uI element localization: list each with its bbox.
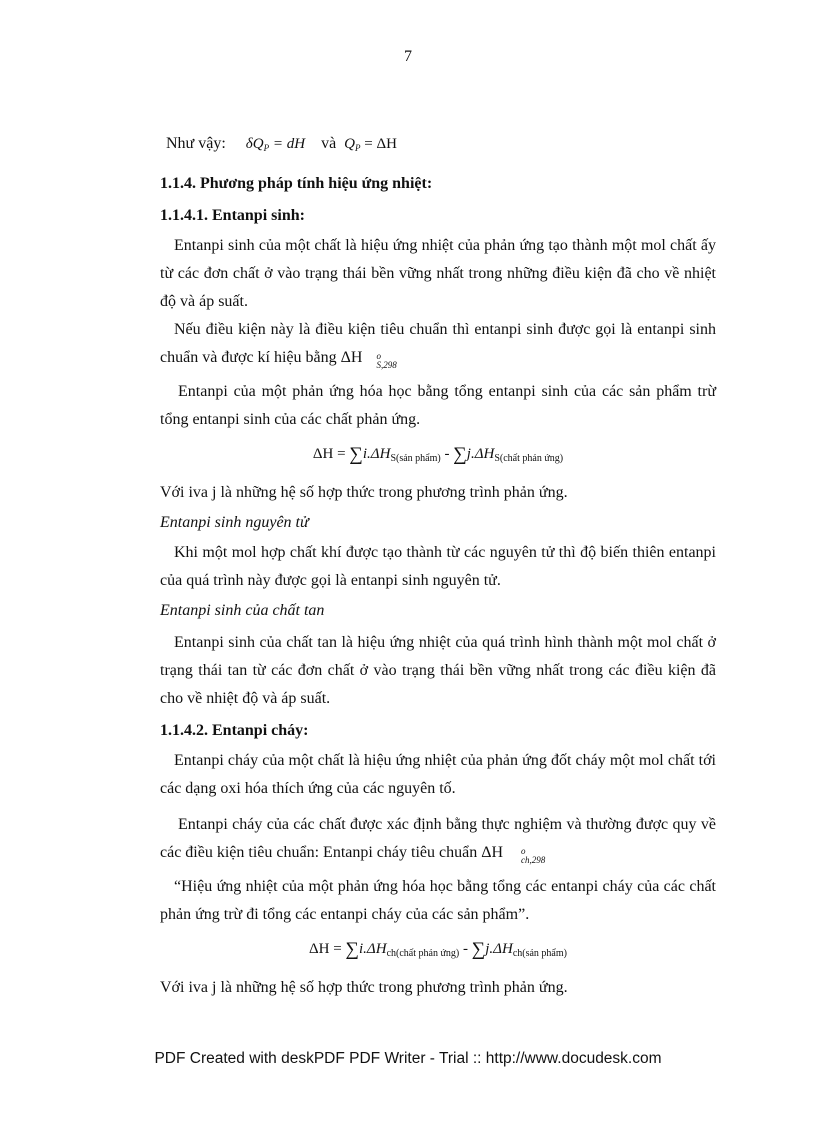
section-heading-1-1-4-2: 1.1.4.2. Entanpi cháy: <box>160 722 309 739</box>
symbol-dh-s298: ΔH o S,298 <box>340 349 397 370</box>
symbol-dh-ch298: ΔH o ch,298 <box>481 844 546 865</box>
formula-conjunction: và <box>321 135 337 152</box>
equation-formation: $\Delta H = \sum i.\Delta H_{S(sản phẩm)} - \sum j.\Delta H_{S(chất phản ứng)}$ <box>312 444 564 465</box>
paragraph-reaction-entanpi: Entanpi của một phản ứng hóa học bằng tổng entanpi sinh của các sản phẩm trừ tổng entanpi sinh của các chất phản ứng. <box>160 383 716 428</box>
equation-combustion: $\Delta H = \sum i.\Delta H_{ch(chất phản ứng)} - \sum j.\Delta H_{ch(sản phẩm)}$ <box>309 939 567 960</box>
paragraph-combustion-quote: “Hiệu ứng nhiệt của một phản ứng hóa học bằng tổng các entanpi cháy của các chất phản ứng trừ đi tổng các entanpi cháy của các sản phẩm”. <box>160 878 716 923</box>
paragraph-entanpi-sinh: Entanpi sinh của một chất là hiệu ứng nhiệt của phản ứng tạo thành một mol chất ấy từ các đơn chất ở vào trạng thái bền vững nhất trong những điều kiện đã cho về nhiệt độ và áp suất. <box>160 237 716 310</box>
paragraph-atomic-entanpi: Khi một mol hợp chất khí được tạo thành từ các nguyên tử thì độ biến thiên entanpi của quá trình này được gọi là entanpi sinh nguyên tử. <box>160 544 716 589</box>
section-heading-1-1-4: 1.1.4. Phương pháp tính hiệu ứng nhiệt: <box>160 175 433 192</box>
formula-dq: $\delta Q_P$ = dH <box>245 136 306 153</box>
paragraph-solute-entanpi: Entanpi sinh của chất tan là hiệu ứng nhiệt của quá trình hình thành một mol chất ở trạng thái tan từ các đơn chất ở vào trạng thái bền vững nhất trong các điều kiện đã cho về nhiệt độ và áp suất. <box>160 634 716 707</box>
page-number: 7 <box>404 48 412 65</box>
subheading-solute-entanpi: Entanpi sinh của chất tan <box>160 602 325 619</box>
paragraph-combustion-1: Entanpi cháy của một chất là hiệu ứng nhiệt của phản ứng đốt cháy một mol chất tới các dạng oxi hóa thích ứng của các nguyên tố. <box>160 752 716 797</box>
note-coefficients-2: Với iva j là những hệ số hợp thức trong phương trình phản ứng. <box>160 979 568 996</box>
paragraph-standard-entanpi: Nếu điều kiện này là điều kiện tiêu chuẩn thì entanpi sinh được gọi là entanpi sinh chuẩn và được kí hiệu bằng ΔH o S,298 <box>160 321 716 370</box>
document-body <box>160 130 716 1002</box>
formula-prefix: Như vậy: <box>166 135 226 152</box>
subheading-atomic-entanpi: Entanpi sinh nguyên tử <box>160 514 309 531</box>
formula-line <box>166 130 716 162</box>
section-heading-1-1-4-1: 1.1.4.1. Entanpi sinh: <box>160 207 305 224</box>
paragraph-combustion-2: Entanpi cháy của các chất được xác định bằng thực nghiệm và thường được quy về các điều kiện tiêu chuẩn: Entanpi cháy tiêu chuẩn ΔH o ch,298 <box>160 816 716 865</box>
formula-qp: $Q_P = \Delta H$ <box>344 136 397 153</box>
pdf-writer-footer: PDF Created with deskPDF PDF Writer - Trial :: http://www.docudesk.com <box>154 1050 662 1067</box>
note-coefficients-1: Với iva j là những hệ số hợp thức trong phương trình phản ứng. <box>160 484 568 501</box>
